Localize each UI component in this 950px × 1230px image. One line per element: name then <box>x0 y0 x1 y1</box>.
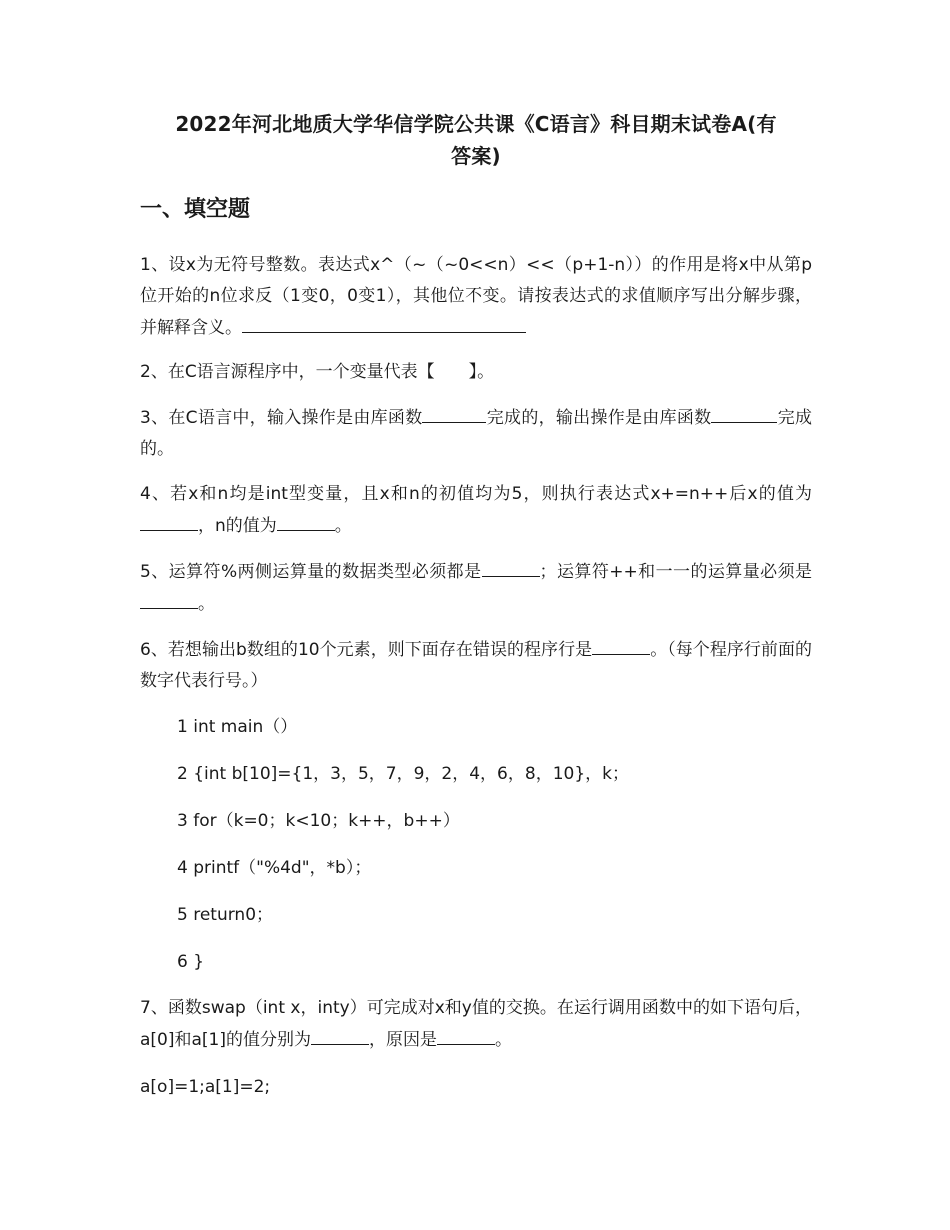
question-4-text: ，n的值为 <box>198 516 277 536</box>
section-heading-fill-blank: 一、填空题 <box>140 197 251 222</box>
answer-blank <box>140 588 198 609</box>
question-3-text: 完成的，输出操作是由库函数 <box>486 408 712 428</box>
question-6-text: 。（每个程序行前面的数字代表行号。） <box>140 640 812 691</box>
question-6 <box>140 634 812 697</box>
question-4-text: 4、若x和n均是int型变量，且x和n的初值均为5，则执行表达式x+=n++后x的值为 <box>140 484 812 504</box>
question-6-code-block <box>140 712 812 978</box>
question-3 <box>140 402 812 465</box>
code-line: 4 printf（"%4d"，*b）； <box>177 858 372 878</box>
question-2-text: 2、在C语言源程序中，一个变量代表【 】。 <box>140 362 495 382</box>
answer-blank <box>711 402 777 423</box>
answer-blank <box>592 634 650 655</box>
title-line-1: 2022年河北地质大学华信学院公共课《C语言》科目期末试卷A(有 <box>175 112 777 136</box>
question-3-text: 3、在C语言中，输入操作是由库函数 <box>140 408 423 428</box>
question-4 <box>140 479 812 542</box>
document-title <box>140 108 812 172</box>
question-5 <box>140 556 812 620</box>
answer-blank <box>422 402 486 423</box>
question-7-text: ，原因是 <box>369 1030 437 1050</box>
code-line: 3 for（k=0；k<10；k++，b++） <box>177 811 460 831</box>
question-5-text: 5、运算符%两侧运算量的数据类型必须都是 <box>140 562 482 582</box>
question-7 <box>140 993 812 1056</box>
answer-blank <box>482 556 540 577</box>
question-7-text: 7、函数swap（int x，inty）可完成对x和y值的交换。在运行调用函数中的如下语句后，a[0]和a[1]的值分别为 <box>140 998 812 1050</box>
question-6-text: 6、若想输出b数组的10个元素，则下面存在错误的程序行是 <box>140 640 593 660</box>
answer-blank <box>311 1024 369 1045</box>
question-7-text: 。 <box>495 1030 512 1050</box>
answer-blank <box>277 510 335 531</box>
code-line: 5 return0； <box>177 905 274 925</box>
question-5-text: 。 <box>198 594 215 614</box>
answer-blank <box>140 510 198 531</box>
question-1 <box>140 250 812 344</box>
code-line: 2 {int b[10]={1，3，5，7，9，2，4，6，8，10}，k； <box>177 764 629 784</box>
code-line: 6 } <box>177 952 205 972</box>
exam-page <box>140 108 812 1103</box>
question-2 <box>140 357 812 388</box>
question-5-text: ；运算符++和一一的运算量必须是 <box>539 562 813 582</box>
question-3-text: 完成的。 <box>140 408 813 459</box>
question-1-text: 1、设x为无符号整数。表达式x^（~（~0<<n）<<（p+1-n））的作用是将x中从第p位开始的n位求反（1变0，0变1），其他位不变。请按表达式的求值顺序写出分解步骤，并解释含义。 <box>140 255 812 338</box>
answer-blank <box>242 312 526 333</box>
answer-blank <box>437 1024 495 1045</box>
question-7-code: a[o]=1;a[1]=2; <box>140 1077 271 1097</box>
code-line: 1 int main（） <box>177 717 298 737</box>
question-4-text: 。 <box>334 516 352 536</box>
title-line-2: 答案) <box>451 144 501 168</box>
